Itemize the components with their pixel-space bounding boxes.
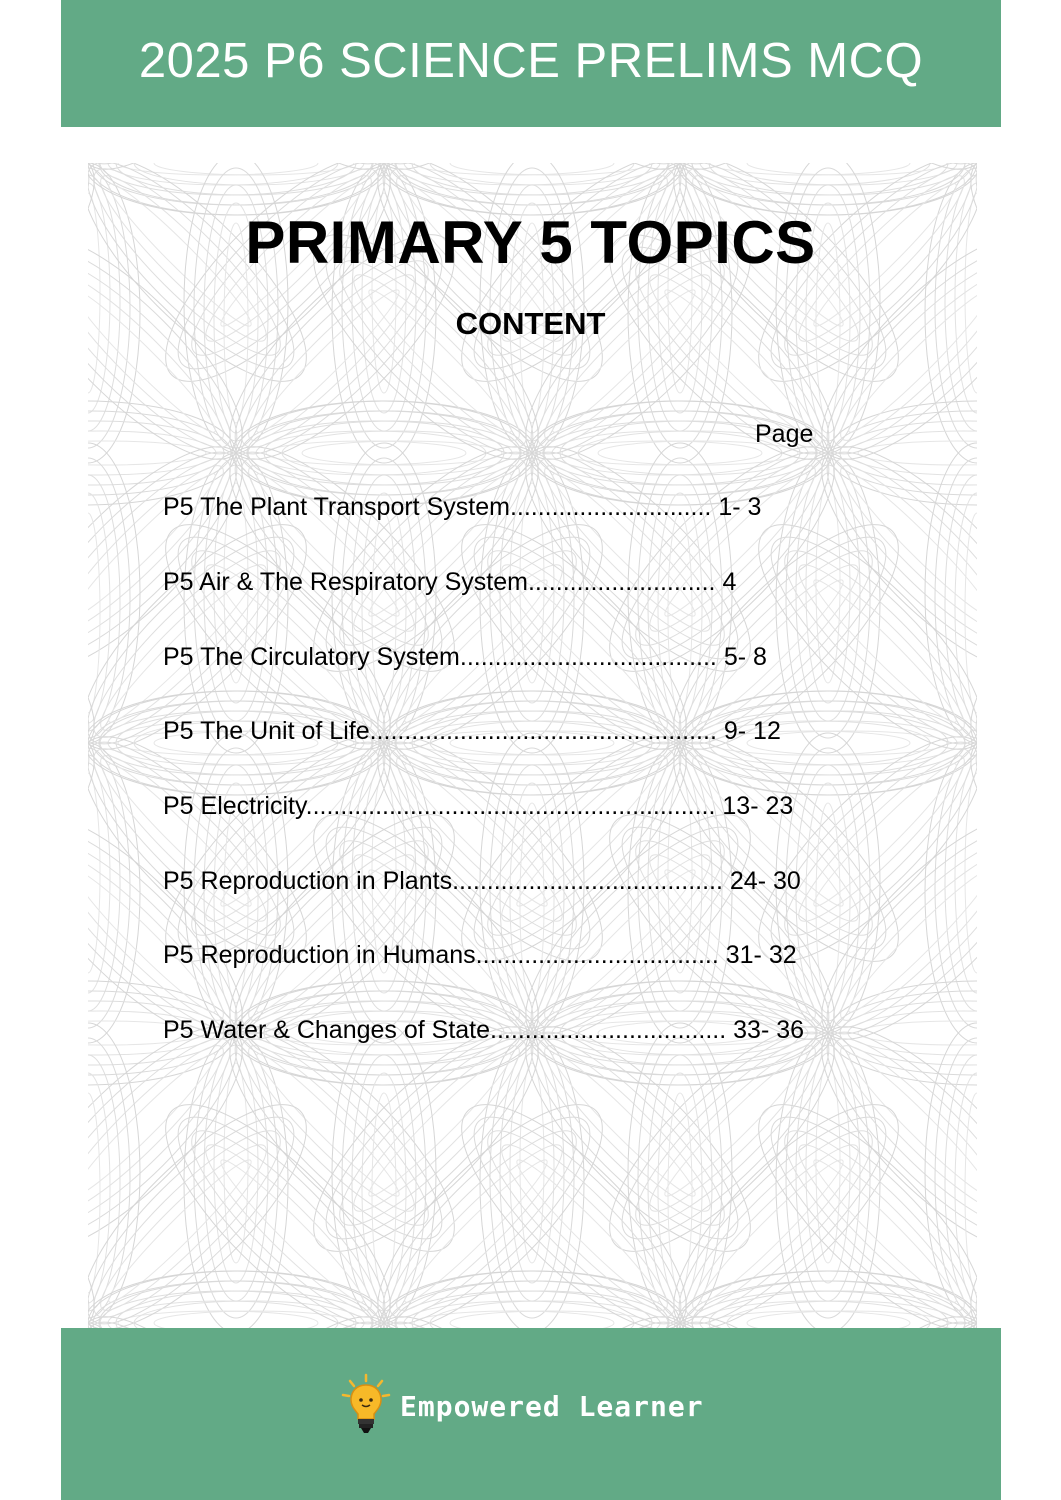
toc-leader: .......................................	[452, 867, 723, 895]
brand-logo	[340, 1374, 704, 1438]
toc-entry	[163, 792, 793, 821]
toc-pages: 4	[722, 568, 737, 596]
toc-pages: 9- 12	[723, 717, 781, 745]
toc-leader: .............................	[509, 493, 712, 521]
toc-leader: ..................................................	[369, 717, 717, 745]
lightbulb-icon	[340, 1373, 392, 1440]
toc-label: P5 Air & The Respiratory System	[163, 568, 528, 596]
toc-label: P5 Reproduction in Humans	[163, 941, 476, 969]
header-band	[61, 0, 1001, 127]
toc-label: P5 The Unit of Life	[163, 717, 370, 745]
toc-entry	[163, 568, 736, 597]
toc-pages: 33- 36	[733, 1016, 805, 1044]
toc-entry	[163, 493, 761, 522]
toc-leader: ...........................	[527, 568, 716, 596]
toc-entry	[163, 867, 801, 896]
toc-leader: ...........................................................	[305, 792, 716, 820]
toc-pages: 5- 8	[723, 643, 767, 671]
header-title: 2025 P6 SCIENCE PRELIMS MCQ	[138, 33, 924, 88]
page-title: PRIMARY 5 TOPICS	[245, 209, 816, 276]
toc-leader: ...................................	[475, 941, 719, 969]
content-subtitle: CONTENT	[455, 306, 606, 341]
toc-pages: 1- 3	[718, 493, 762, 521]
toc-label: P5 Water & Changes of State	[163, 1016, 491, 1044]
toc-pages: 24- 30	[729, 867, 801, 895]
toc-leader: .....................................	[459, 643, 717, 671]
brand-name: Empowered Learner	[400, 1389, 704, 1423]
toc-pages: 31- 32	[725, 941, 797, 969]
toc-entry	[163, 941, 797, 970]
toc-label: P5 Reproduction in Plants	[163, 867, 453, 895]
toc-label: P5 The Circulatory System	[163, 643, 460, 671]
toc-pages: 13- 23	[722, 792, 794, 820]
toc-label: P5 Electricity	[163, 792, 306, 820]
page-column-label: Page	[755, 420, 814, 448]
toc-entry	[163, 643, 767, 672]
toc-entry	[163, 1016, 804, 1045]
toc-leader: ..................................	[490, 1016, 727, 1044]
toc-entry	[163, 717, 781, 746]
toc-label: P5 The Plant Transport System	[163, 493, 510, 521]
